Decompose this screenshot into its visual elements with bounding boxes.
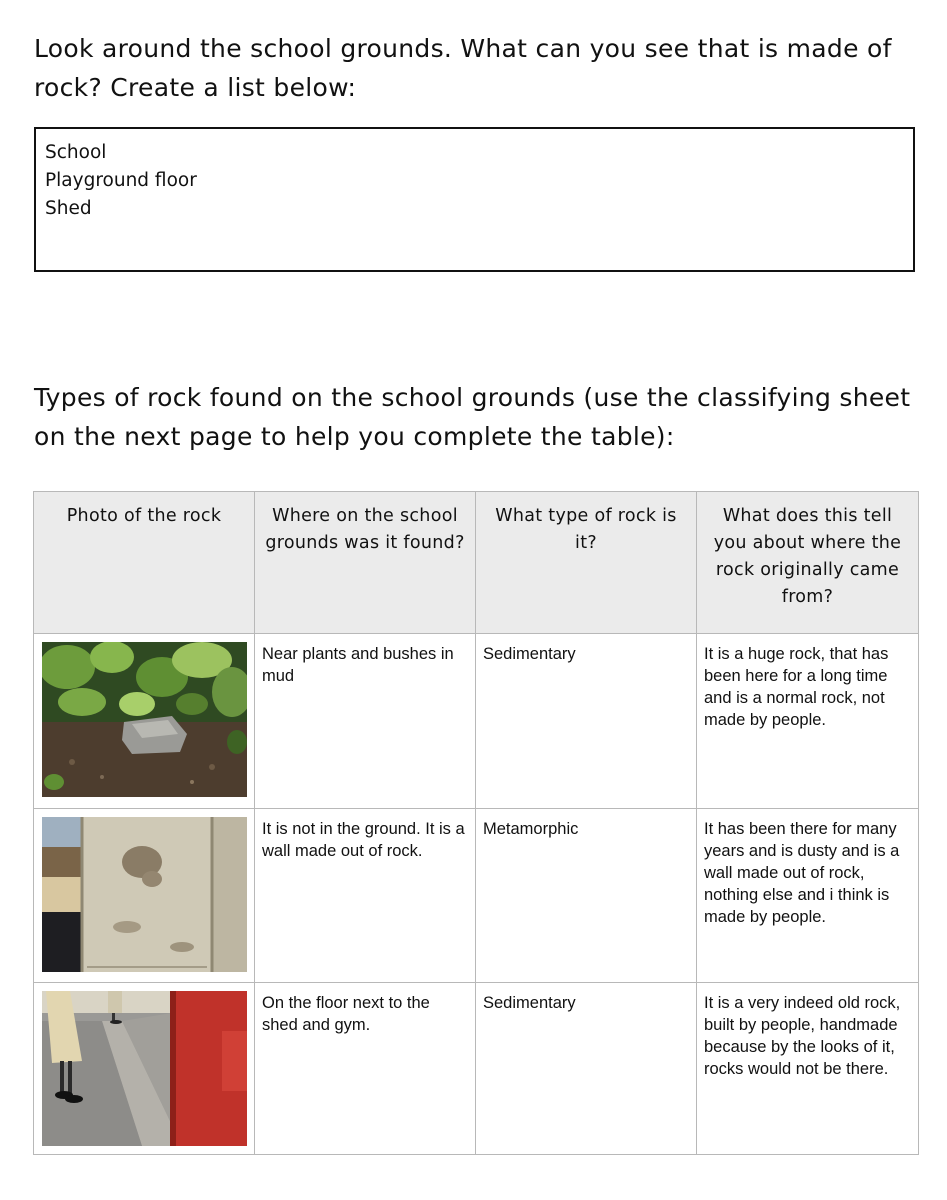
answer-item: Playground floor xyxy=(45,170,197,191)
origin-cell: It is a very indeed old rock, built by people, handmade because by the looks of it, rocks would not be there. xyxy=(697,983,919,1155)
header-rock-type: What type of rock is it? xyxy=(476,492,697,634)
rock-type-cell: Sedimentary xyxy=(476,634,697,809)
rock-type-cell: Metamorphic xyxy=(476,809,697,983)
rock-types-table xyxy=(33,491,919,1155)
answer-item: Shed xyxy=(45,198,92,219)
photo-cell xyxy=(34,983,255,1155)
location-cell: It is not in the ground. It is a wall made out of rock. xyxy=(255,809,476,983)
origin-cell: It has been there for many years and is dusty and is a wall made out of rock, nothing else and i think is made by people. xyxy=(697,809,919,983)
answer-item: School xyxy=(45,142,107,163)
header-location: Where on the school grounds was it found? xyxy=(255,492,476,634)
header-origin: What does this tell you about where the rock originally came from? xyxy=(697,492,919,634)
location-cell: Near plants and bushes in mud xyxy=(255,634,476,809)
table-row xyxy=(34,809,919,983)
origin-cell: It is a huge rock, that has been here for a long time and is a normal rock, not made by people. xyxy=(697,634,919,809)
playground-floor-shed-photo xyxy=(42,991,247,1146)
question-2-text: Types of rock found on the school grounds (use the classifying sheet on the next page to help you complete the table): xyxy=(34,383,911,451)
rock-among-plants-photo xyxy=(42,642,247,797)
question-1-text: Look around the school grounds. What can you see that is made of rock? Create a list below: xyxy=(34,34,892,102)
table-row xyxy=(34,634,919,809)
rock-type-cell: Sedimentary xyxy=(476,983,697,1155)
table-header-row xyxy=(34,492,919,634)
photo-cell xyxy=(34,634,255,809)
photo-cell xyxy=(34,809,255,983)
stone-wall-photo xyxy=(42,817,247,972)
table-row xyxy=(34,983,919,1155)
header-photo: Photo of the rock xyxy=(34,492,255,634)
location-cell: On the floor next to the shed and gym. xyxy=(255,983,476,1155)
rock-list-answer-box[interactable] xyxy=(34,127,915,272)
